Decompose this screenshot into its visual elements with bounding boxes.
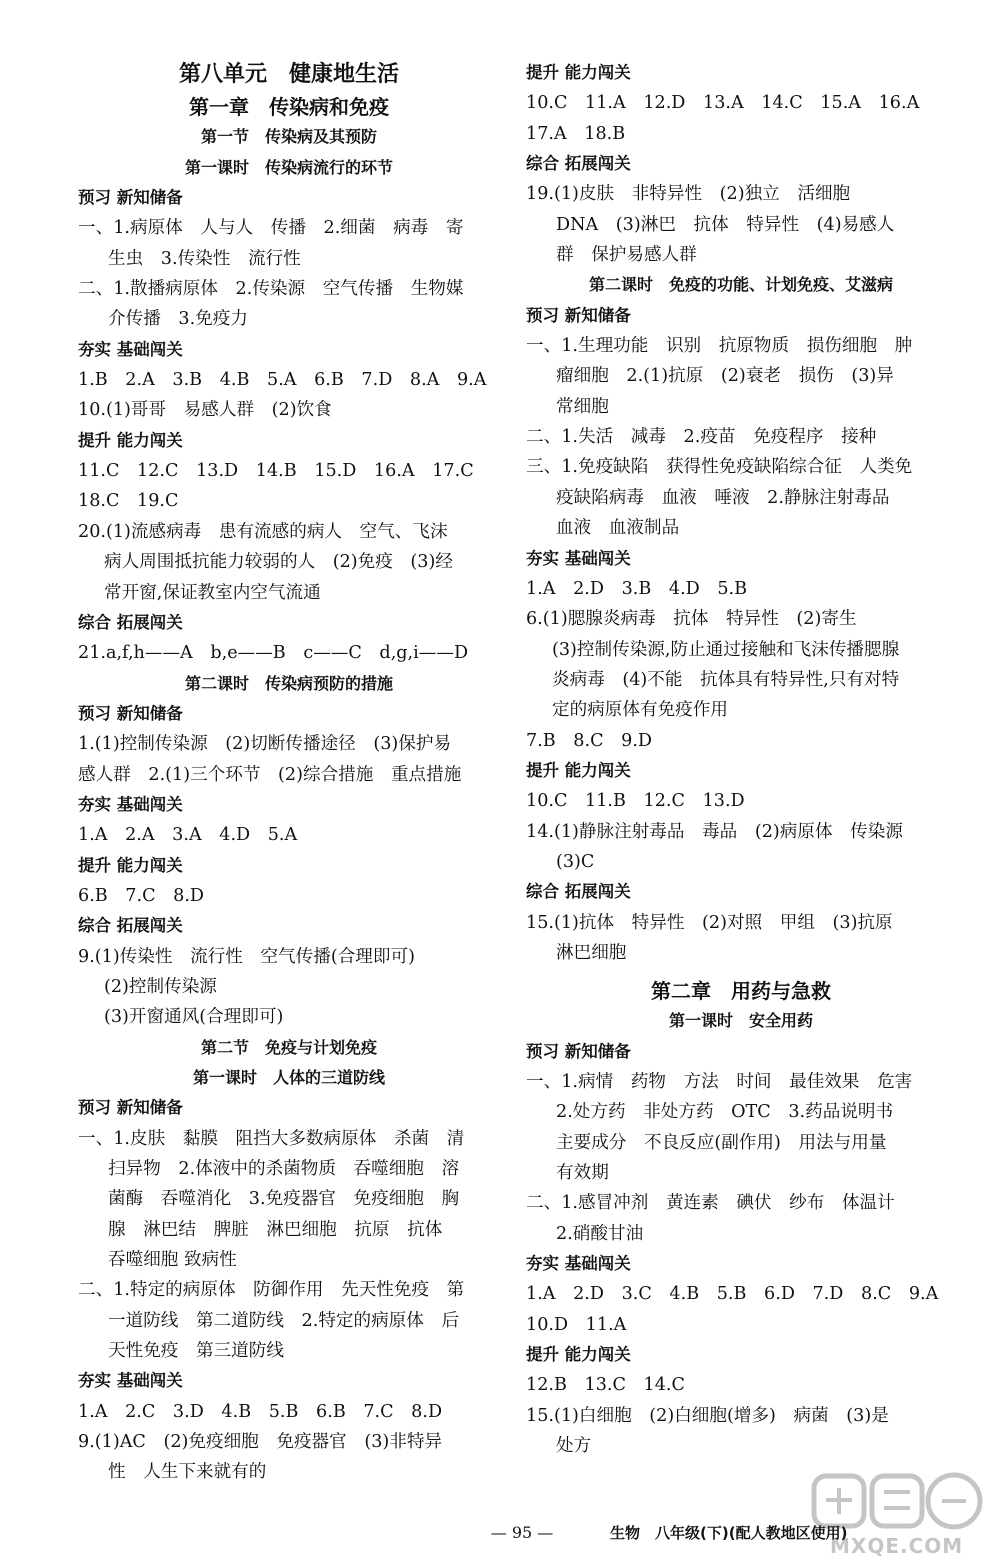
watermark-text: MXQE.COM bbox=[830, 1534, 964, 1558]
lesson-title: 第一课时 人体的三道防线 bbox=[192, 1068, 385, 1087]
chapter-title: 第二章 用药与急救 bbox=[651, 979, 831, 1004]
answer-line: 腺 淋巴结 脾脏 淋巴细胞 抗原 抗体 bbox=[108, 1219, 443, 1240]
answer-line: 12.B 13.C 14.C bbox=[526, 1375, 685, 1396]
answer-line: 15.(1)抗体 特异性 (2)对照 甲组 (3)抗原 bbox=[526, 912, 893, 933]
answer-line: 14.(1)静脉注射毒品 毒品 (2)病原体 传染源 bbox=[526, 821, 903, 842]
answer-line: 1.A 2.C 3.D 4.B 5.B 6.B 7.C 8.D bbox=[78, 1401, 443, 1422]
right-column bbox=[526, 58, 956, 1461]
section-title: 第一节 传染病及其预防 bbox=[200, 127, 377, 147]
answer-line: 一、1.病情 药物 方法 时间 最佳效果 危害 bbox=[526, 1072, 913, 1092]
answer-line: 定的病原体有免疫作用 bbox=[552, 700, 728, 721]
answer-line: 三、1.免疫缺陷 获得性免疫缺陷综合征 人类免 bbox=[526, 457, 913, 478]
answer-line: 吞噬细胞 致病性 bbox=[108, 1250, 237, 1271]
section-header: 预习 新知储备 bbox=[78, 1098, 183, 1118]
answer-line: 主要成分 不良反应(副作用) 用法与用量 bbox=[556, 1132, 887, 1153]
section-header: 预习 新知储备 bbox=[78, 188, 183, 208]
answer-line: 常细胞 bbox=[556, 396, 609, 417]
answer-line: 炎病毒 (4)不能 抗体具有特异性,只有对特 bbox=[552, 669, 900, 690]
answer-line: (2)控制传染源 bbox=[104, 976, 217, 997]
answer-line: 6.(1)腮腺炎病毒 抗体 特异性 (2)寄生 bbox=[526, 609, 857, 630]
left-column bbox=[78, 58, 500, 1488]
answer-line: 病人周围抵抗能力较弱的人 (2)免疫 (3)经 bbox=[104, 552, 453, 573]
answer-line: 二、1.失活 减毒 2.疫苗 免疫程序 接种 bbox=[526, 427, 877, 448]
section-header: 夯实 基础闯关 bbox=[78, 339, 183, 359]
answer-line: 18.C 19.C bbox=[78, 491, 179, 512]
answer-line: 20.(1)流感病毒 患有流感的病人 空气、飞沫 bbox=[78, 521, 448, 542]
lesson-title: 第二课时 免疫的功能、计划免疫、艾滋病 bbox=[588, 275, 893, 295]
section-header: 综合 拓展闯关 bbox=[526, 154, 631, 174]
answer-line: 性 人生下来就有的 bbox=[108, 1462, 267, 1483]
answer-line: 15.(1)白细胞 (2)白细胞(增多) 病菌 (3)是 bbox=[526, 1405, 889, 1426]
lesson-title: 第二课时 传染病预防的措施 bbox=[184, 673, 393, 693]
answer-line: 11.C 12.C 13.D 14.B 15.D 16.A 17.C bbox=[78, 461, 474, 482]
lesson-title: 第一课时 传染病流行的环节 bbox=[184, 157, 393, 177]
answer-line: 10.C 11.A 12.D 13.A 14.C 15.A 16.A bbox=[526, 93, 920, 114]
answer-line: 有效期 bbox=[556, 1163, 609, 1184]
answer-line: 疫缺陷病毒 血液 唾液 2.静脉注射毒品 bbox=[556, 487, 890, 508]
answer-line: 二、1.特定的病原体 防御作用 先天性免疫 第 bbox=[78, 1280, 465, 1301]
answer-line: 菌酶 吞噬消化 3.免疫器官 免疫细胞 胸 bbox=[108, 1189, 460, 1210]
section-header: 预习 新知储备 bbox=[78, 703, 183, 723]
answer-line: 群 保护易感人群 bbox=[556, 245, 697, 266]
section-header: 预习 新知储备 bbox=[526, 1041, 631, 1061]
section-header: 提升 能力闯关 bbox=[78, 855, 183, 875]
answer-line: 淋巴细胞 bbox=[556, 942, 627, 963]
answer-line: 10.D 11.A bbox=[526, 1314, 627, 1335]
section-header: 夯实 基础闯关 bbox=[526, 1254, 631, 1274]
section-header: 综合 拓展闯关 bbox=[526, 882, 631, 902]
answer-line: 9.(1)AC (2)免疫细胞 免疫器官 (3)非特异 bbox=[78, 1432, 443, 1453]
answer-line: 一、1.生理功能 识别 抗原物质 损伤细胞 肿 bbox=[526, 336, 913, 357]
watermark-logo bbox=[810, 1470, 990, 1558]
section-header: 提升 能力闯关 bbox=[526, 63, 631, 82]
answer-line: 2.硝酸甘油 bbox=[556, 1223, 644, 1244]
answer-line: 一、1.皮肤 黏膜 阻挡大多数病原体 杀菌 清 bbox=[78, 1128, 465, 1149]
section-header: 夯实 基础闯关 bbox=[78, 794, 183, 814]
answer-line: 感人群 2.(1)三个环节 (2)综合措施 重点措施 bbox=[78, 764, 462, 785]
answer-line: 1.(1)控制传染源 (2)切断传播途径 (3)保护易 bbox=[78, 734, 452, 755]
answer-line: 一、1.病原体 人与人 传播 2.细菌 病毒 寄 bbox=[78, 218, 464, 239]
section-header: 综合 拓展闯关 bbox=[78, 916, 183, 936]
answer-line: DNA (3)淋巴 抗体 特异性 (4)易感人 bbox=[556, 214, 895, 235]
answer-line: 天性免疫 第三道防线 bbox=[108, 1341, 284, 1362]
book-title: 生物 八年级(下)(配人教地区使用) bbox=[610, 1524, 848, 1542]
watermark-stamp-icon bbox=[810, 1470, 990, 1540]
answer-line: 19.(1)皮肤 非特异性 (2)独立 活细胞 bbox=[526, 184, 851, 205]
section-header: 综合 拓展闯关 bbox=[78, 612, 183, 632]
answer-line: (3)控制传染源,防止通过接触和飞沫传播腮腺 bbox=[552, 639, 900, 660]
answer-line: 7.B 8.C 9.D bbox=[526, 730, 653, 751]
section-header: 夯实 基础闯关 bbox=[526, 548, 631, 568]
answer-line: 21.a,f,h——A b,e——B c——C d,g,i——D bbox=[78, 643, 469, 664]
answer-line: 扫异物 2.体液中的杀菌物质 吞噬细胞 溶 bbox=[108, 1159, 460, 1180]
section-title: 第二节 免疫与计划免疫 bbox=[200, 1037, 377, 1057]
answer-line: 17.A 18.B bbox=[526, 123, 626, 144]
page-number: — 95 — bbox=[490, 1523, 554, 1542]
answer-line: 1.A 2.A 3.A 4.D 5.A bbox=[78, 825, 298, 846]
answer-line: 6.B 7.C 8.D bbox=[78, 885, 205, 906]
answer-line: 介传播 3.免疫力 bbox=[108, 309, 248, 330]
answer-line: 10.C 11.B 12.C 13.D bbox=[526, 791, 745, 812]
answer-line: 10.(1)哥哥 易感人群 (2)饮食 bbox=[78, 400, 332, 421]
answer-line: 血液 血液制品 bbox=[556, 518, 680, 539]
answer-line: (3)开窗通风(合理即可) bbox=[104, 1007, 284, 1028]
section-header: 提升 能力闯关 bbox=[526, 1345, 631, 1365]
answer-line: 1.B 2.A 3.B 4.B 5.A 6.B 7.D 8.A 9.A bbox=[78, 370, 487, 391]
answer-line: 生虫 3.传染性 流行性 bbox=[108, 248, 301, 269]
answer-line: 处方 bbox=[556, 1436, 592, 1457]
chapter-title: 第一章 传染病和免疫 bbox=[189, 95, 389, 119]
answer-line: 1.A 2.D 3.B 4.D 5.B bbox=[526, 578, 748, 599]
answer-line: 二、1.感冒冲剂 黄连素 碘伏 纱布 体温计 bbox=[526, 1193, 895, 1214]
answer-line: 一道防线 第二道防线 2.特定的病原体 后 bbox=[108, 1310, 460, 1331]
answer-line: 常开窗,保证教室内空气流通 bbox=[104, 582, 321, 603]
answer-line: 二、1.散播病原体 2.传染源 空气传播 生物媒 bbox=[78, 279, 464, 300]
answer-line: 1.A 2.D 3.C 4.B 5.B 6.D 7.D 8.C 9.A bbox=[526, 1284, 939, 1305]
lesson-title: 第一课时 安全用药 bbox=[668, 1011, 813, 1031]
unit-title: 第八单元 健康地生活 bbox=[178, 62, 399, 87]
section-header: 预习 新知储备 bbox=[526, 305, 631, 325]
answer-line: 9.(1)传染性 流行性 空气传播(合理即可) bbox=[78, 946, 415, 967]
answer-line: (3)C bbox=[556, 851, 595, 872]
answer-line: 瘤细胞 2.(1)抗原 (2)衰老 损伤 (3)异 bbox=[556, 366, 894, 387]
section-header: 夯实 基础闯关 bbox=[78, 1371, 183, 1391]
answer-line: 2.处方药 非处方药 OTC 3.药品说明书 bbox=[556, 1102, 894, 1123]
section-header: 提升 能力闯关 bbox=[78, 430, 183, 450]
section-header: 提升 能力闯关 bbox=[526, 760, 631, 780]
